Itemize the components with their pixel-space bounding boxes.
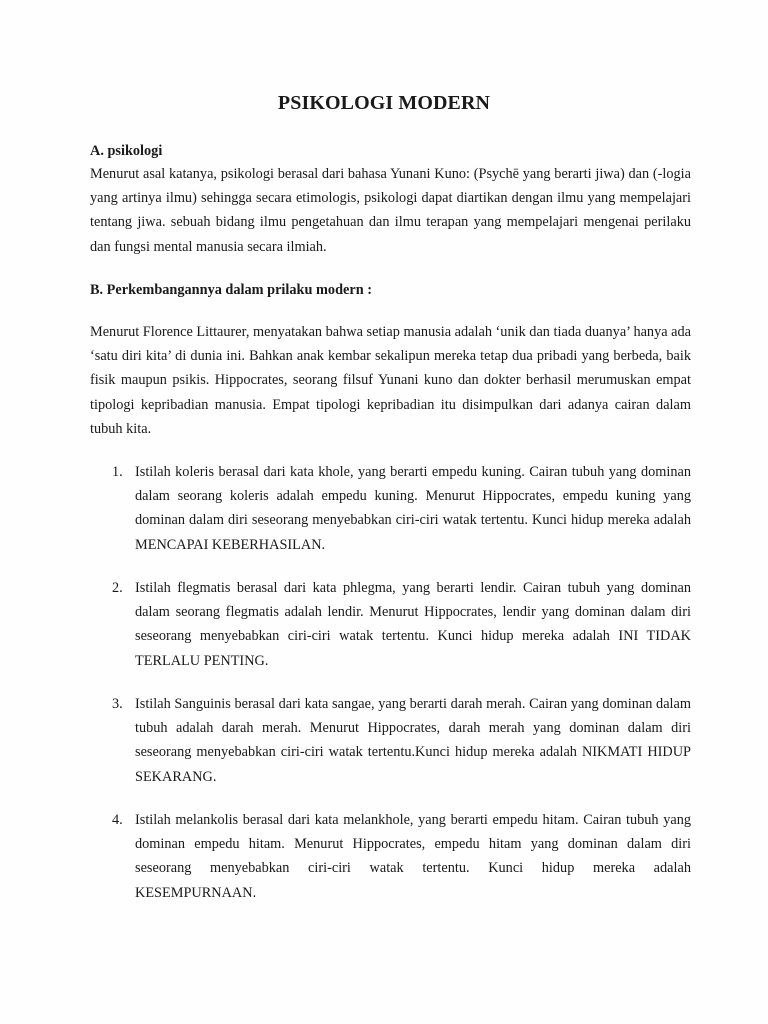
list-item-text: Istilah flegmatis berasal dari kata phlegma, yang berarti lendir. Cairan tubuh yang dominan dalam seorang flegmatis adalah lendir. Menurut Hippocrates, lendir yang dominan dalam diri seseorang menyebabkan ciri-ciri watak tertentu. Kunci hidup mereka adalah INI TIDAK TERLALU PENTING. <box>135 580 691 669</box>
list-item <box>90 692 691 789</box>
section-a-heading: A. psikologi <box>90 143 163 159</box>
list-number: 4. <box>112 812 123 828</box>
list-number: 3. <box>112 696 123 712</box>
list-item <box>90 576 691 673</box>
section-a-paragraph: Menurut asal katanya, psikologi berasal dari bahasa Yunani Kuno: (Psychē yang berarti jiwa) dan (-logia yang artinya ilmu) sehingga secara etimologis, psikologi dapat diartikan dengan ilmu yang mempelajari tentang jiwa. sebuah bidang ilmu pengetahuan dan ilmu terapan yang mempelajari mengenai perilaku dan fungsi mental manusia secara ilmiah. <box>90 166 691 255</box>
list-item-text: Istilah Sanguinis berasal dari kata sangae, yang berarti darah merah. Cairan yang dominan dalam tubuh adalah darah merah. Menurut Hippocrates, darah merah yang dominan dalam diri seseorang menyebabkan ciri-ciri watak tertentu.Kunci hidup mereka adalah NIKMATI HIDUP SEKARANG. <box>135 696 691 785</box>
section-b-paragraph: Menurut Florence Littaurer, menyatakan bahwa setiap manusia adalah ‘unik dan tiada duanya’ hanya ada ‘satu diri kita’ di dunia ini. Bahkan anak kembar sekalipun mereka tetap dua pribadi yang berbeda, baik fisik maupun psikis. Hippocrates, seorang filsuf Yunani kuno dan dokter berhasil merumuskan empat tipologi kepribadian manusia. Empat tipologi kepribadian itu disimpulkan dari adanya cairan dalam tubuh kita. <box>90 324 691 437</box>
list-number: 2. <box>112 580 123 596</box>
section-b-heading: B. Perkembangannya dalam prilaku modern : <box>90 282 372 298</box>
page-title: PSIKOLOGI MODERN <box>277 92 491 114</box>
list-number: 1. <box>112 464 123 480</box>
list-item <box>90 808 691 905</box>
list-item-text: Istilah melankolis berasal dari kata melankhole, yang berarti empedu hitam. Cairan tubuh yang dominan empedu hitam. Menurut Hippocrates, empedu hitam yang dominan dalam diri seseorang menyebabkan ciri-ciri watak tertentu. Kunci hidup mereka adalah KESEMPURNAAN. <box>135 812 691 901</box>
list-item <box>90 460 691 557</box>
list-item-text: Istilah koleris berasal dari kata khole, yang berarti empedu kuning. Cairan tubuh yang dominan dalam seorang koleris adalah empedu kuning. Menurut Hippocrates, empedu kuning yang dominan dalam diri seseorang menyebabkan ciri-ciri watak tertentu. Kunci hidup mereka adalah MENCAPAI KEBERHASILAN. <box>135 464 691 553</box>
